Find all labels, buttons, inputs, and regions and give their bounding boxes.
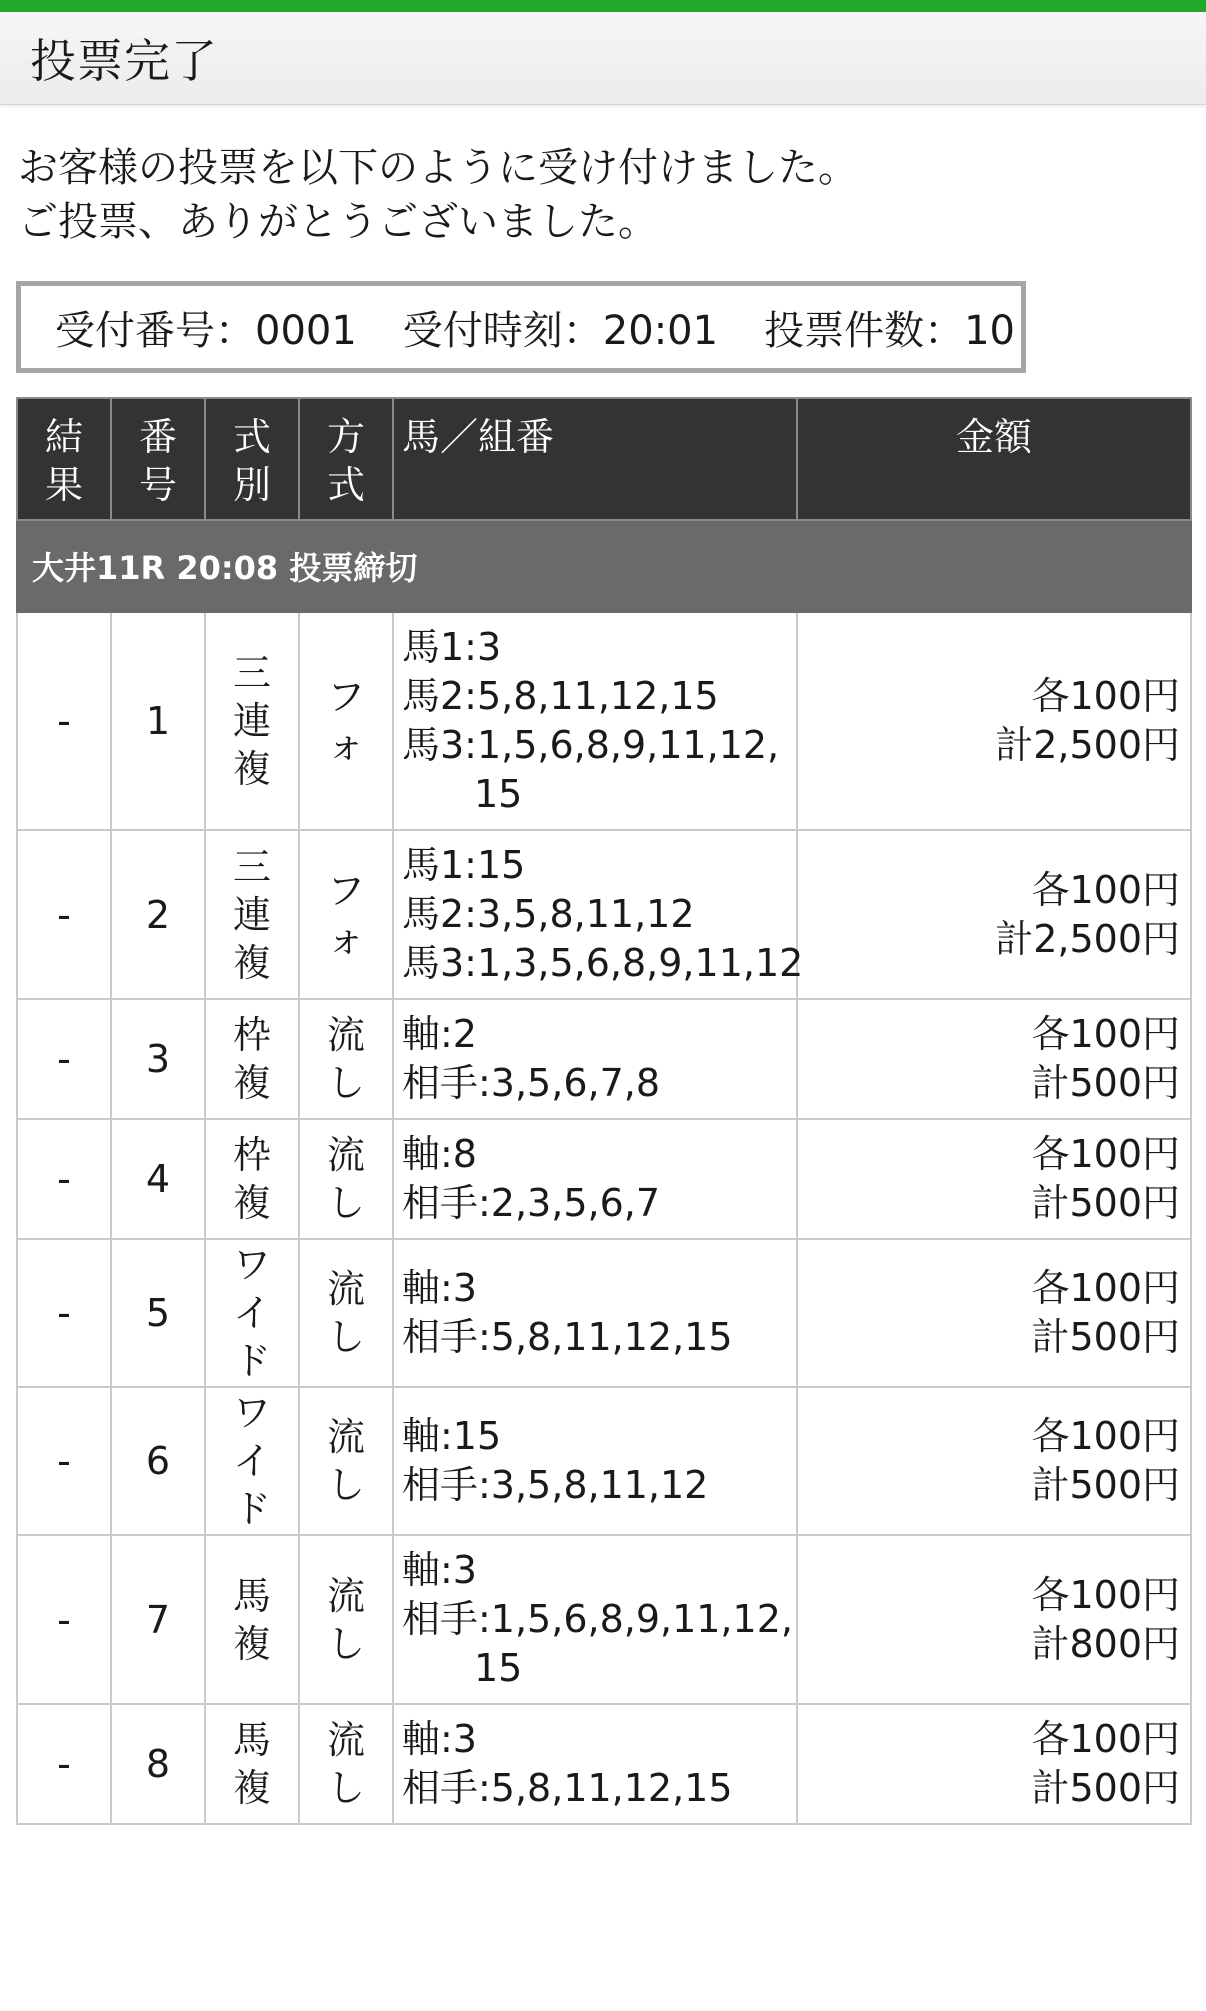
confirmation-message xyxy=(0,105,1206,249)
bet-number-cell: 3 xyxy=(111,999,205,1119)
horse-line: 軸:3 xyxy=(402,1548,477,1592)
bet-type-char: イ xyxy=(232,1291,271,1335)
amount-per-bet: 各100円 xyxy=(1031,867,1180,912)
result-cell: - xyxy=(17,1387,111,1535)
bet-method-cell xyxy=(299,1704,393,1824)
amount-per-bet: 各100円 xyxy=(1031,1717,1180,1761)
receipt-number: 受付番号：0001 xyxy=(55,307,357,354)
result-cell: - xyxy=(17,1535,111,1704)
bet-type-cell xyxy=(205,1119,299,1239)
bet-type-char: 三 xyxy=(232,651,271,695)
bet-table xyxy=(16,397,1192,1825)
amount-cell xyxy=(797,999,1191,1119)
horse-line: 相手:3,5,6,7,8 xyxy=(402,1061,661,1105)
amount-per-bet: 各100円 xyxy=(1031,1572,1180,1617)
amount-cell xyxy=(797,1119,1191,1239)
bet-type-cell xyxy=(205,830,299,999)
amount-cell xyxy=(797,1704,1191,1824)
result-cell: - xyxy=(17,1239,111,1387)
bet-type-char: 枠 xyxy=(232,1133,271,1177)
table-row xyxy=(17,1535,1191,1704)
message-line-1: お客様の投票を以下のように受け付けました。 xyxy=(18,145,858,191)
horse-line: 相手:5,8,11,12,15 xyxy=(402,1766,733,1810)
result-cell: - xyxy=(17,612,111,830)
header-number-char: 号 xyxy=(138,463,177,507)
receipt-time: 受付時刻：20:01 xyxy=(402,307,719,354)
bet-method-cell xyxy=(299,999,393,1119)
bet-method-cell xyxy=(299,612,393,830)
race-label: 大井11R 20:08 投票締切 xyxy=(17,520,1191,612)
bet-method-char: フ xyxy=(326,868,365,913)
amount-cell xyxy=(797,1535,1191,1704)
amount-cell xyxy=(797,830,1191,999)
bet-type-char: 枠 xyxy=(232,1013,271,1057)
bet-type-char: ワ xyxy=(232,1243,271,1287)
bet-method-char: フ xyxy=(326,675,365,719)
bet-method-cell xyxy=(299,1239,393,1387)
header-method-char: 式 xyxy=(326,463,365,507)
page-header xyxy=(0,12,1206,105)
amount-total: 計500円 xyxy=(1031,1315,1180,1359)
table-row xyxy=(17,612,1191,830)
horse-line: 相手:5,8,11,12,15 xyxy=(402,1315,733,1359)
horse-line: 馬1:15 xyxy=(402,843,526,887)
bet-type-cell xyxy=(205,1704,299,1824)
bet-type-char: 連 xyxy=(232,892,271,937)
amount-total: 計800円 xyxy=(1031,1621,1180,1666)
horse-combination-cell xyxy=(393,1119,797,1239)
bet-number-cell: 5 xyxy=(111,1239,205,1387)
bet-type-char: イ xyxy=(232,1439,271,1483)
horse-combination-cell xyxy=(393,1535,797,1704)
header-result-char: 結 xyxy=(44,415,83,459)
bet-type-cell xyxy=(205,1535,299,1704)
amount-total: 計500円 xyxy=(1031,1463,1180,1507)
header-number-char: 番 xyxy=(138,415,177,459)
amount-total: 計500円 xyxy=(1031,1181,1180,1225)
table-header-row xyxy=(17,398,1191,520)
horse-combination-cell xyxy=(393,1387,797,1535)
table-row xyxy=(17,1387,1191,1535)
bet-number-cell: 7 xyxy=(111,1535,205,1704)
horse-combination-cell xyxy=(393,1239,797,1387)
horse-line: 相手:2,3,5,6,7 xyxy=(402,1181,661,1225)
horse-combination-cell xyxy=(393,830,804,999)
horse-line: 軸:3 xyxy=(402,1266,477,1310)
bet-number-cell: 6 xyxy=(111,1387,205,1535)
bet-type-char: 複 xyxy=(232,1061,271,1105)
amount-cell xyxy=(797,1239,1191,1387)
bet-type-char: ワ xyxy=(232,1391,271,1435)
result-cell: - xyxy=(17,999,111,1119)
bet-method-char: し xyxy=(326,1061,365,1105)
amount-total: 計500円 xyxy=(1031,1766,1180,1810)
header-bet-type xyxy=(205,398,299,520)
horse-line: 軸:2 xyxy=(402,1012,477,1056)
bet-method-char: ォ xyxy=(326,723,365,767)
bet-type-char: 複 xyxy=(232,1766,271,1810)
table-row xyxy=(17,1704,1191,1824)
table-row xyxy=(17,1119,1191,1239)
bet-number-cell: 4 xyxy=(111,1119,205,1239)
race-row xyxy=(17,520,1191,612)
header-method xyxy=(299,398,393,520)
bet-method-cell xyxy=(299,830,393,999)
header-result xyxy=(17,398,111,520)
header-horse: 馬／組番 xyxy=(393,398,797,520)
horse-line: 15 xyxy=(474,1646,523,1690)
amount-total: 計2,500円 xyxy=(995,723,1180,767)
bet-type-cell xyxy=(205,612,299,830)
message-line-2: ご投票、ありがとうございました。 xyxy=(18,199,658,245)
bet-type-char: 複 xyxy=(232,1181,271,1225)
receipt-summary-box xyxy=(16,281,1026,373)
bet-method-char: 流 xyxy=(326,1013,365,1057)
amount-total: 計2,500円 xyxy=(995,916,1180,961)
bet-method-char: 流 xyxy=(326,1133,365,1177)
horse-line: 馬1:3 xyxy=(402,625,502,669)
horse-line: 相手:1,5,6,8,9,11,12, xyxy=(402,1597,793,1641)
bet-type-char: 三 xyxy=(232,844,271,889)
amount-total: 計500円 xyxy=(1031,1061,1180,1105)
table-row xyxy=(17,999,1191,1119)
amount-per-bet: 各100円 xyxy=(1031,1414,1180,1458)
horse-line: 馬3:1,5,6,8,9,11,12, xyxy=(402,723,780,767)
bet-type-char: 複 xyxy=(232,940,271,985)
horse-line: 15 xyxy=(474,772,523,816)
bet-method-char: 流 xyxy=(326,1267,365,1311)
bet-type-char: 連 xyxy=(232,699,271,743)
horse-combination-cell xyxy=(393,999,797,1119)
bet-number-cell: 2 xyxy=(111,830,205,999)
bet-number-cell: 1 xyxy=(111,612,205,830)
amount-cell xyxy=(797,1387,1191,1535)
page-title: 投票完了 xyxy=(30,34,218,88)
bet-method-char: 流 xyxy=(326,1415,365,1459)
horse-line: 軸:3 xyxy=(402,1717,477,1761)
horse-line: 軸:15 xyxy=(402,1414,502,1458)
top-accent-bar xyxy=(0,0,1206,12)
bet-type-char: 複 xyxy=(232,1621,271,1666)
result-cell: - xyxy=(17,1119,111,1239)
bet-type-cell xyxy=(205,999,299,1119)
bet-method-cell xyxy=(299,1387,393,1535)
bet-method-char: し xyxy=(326,1181,365,1225)
bet-type-char: 複 xyxy=(232,747,271,791)
bet-method-char: 流 xyxy=(326,1573,365,1618)
header-amount: 金額 xyxy=(797,398,1191,520)
horse-line: 馬2:5,8,11,12,15 xyxy=(402,674,719,718)
result-cell: - xyxy=(17,1704,111,1824)
table-row xyxy=(17,1239,1191,1387)
header-method-char: 方 xyxy=(326,415,365,459)
bet-method-char: し xyxy=(326,1766,365,1810)
bet-method-char: し xyxy=(326,1315,365,1359)
amount-per-bet: 各100円 xyxy=(1031,1132,1180,1176)
bet-type-char: 馬 xyxy=(232,1573,271,1618)
amount-per-bet: 各100円 xyxy=(1031,1266,1180,1310)
bet-method-char: ォ xyxy=(326,916,365,961)
horse-combination-cell xyxy=(393,1704,797,1824)
horse-line: 軸:8 xyxy=(402,1132,477,1176)
bet-method-char: し xyxy=(326,1621,365,1666)
horse-combination-cell xyxy=(393,612,797,830)
result-cell: - xyxy=(17,830,111,999)
bet-type-char: ド xyxy=(232,1487,271,1531)
bet-method-cell xyxy=(299,1119,393,1239)
bet-type-char: ド xyxy=(232,1339,271,1383)
bet-type-char: 馬 xyxy=(232,1718,271,1762)
bet-method-char: し xyxy=(326,1463,365,1507)
header-type-char: 式 xyxy=(232,415,271,459)
bet-type-cell xyxy=(205,1239,299,1387)
header-result-char: 果 xyxy=(44,463,83,507)
table-row xyxy=(17,830,1191,999)
bet-method-cell xyxy=(299,1535,393,1704)
amount-cell xyxy=(797,612,1191,830)
bet-method-char: 流 xyxy=(326,1718,365,1762)
bet-number-cell: 8 xyxy=(111,1704,205,1824)
amount-per-bet: 各100円 xyxy=(1031,674,1180,718)
header-type-char: 別 xyxy=(232,463,271,507)
bet-count: 投票件数：10 xyxy=(764,307,1015,354)
bet-type-cell xyxy=(205,1387,299,1535)
horse-line: 相手:3,5,8,11,12 xyxy=(402,1463,709,1507)
horse-line: 馬3:1,3,5,6,8,9,11,12 xyxy=(402,941,804,985)
header-number xyxy=(111,398,205,520)
horse-line: 馬2:3,5,8,11,12 xyxy=(402,892,695,936)
amount-per-bet: 各100円 xyxy=(1031,1012,1180,1056)
